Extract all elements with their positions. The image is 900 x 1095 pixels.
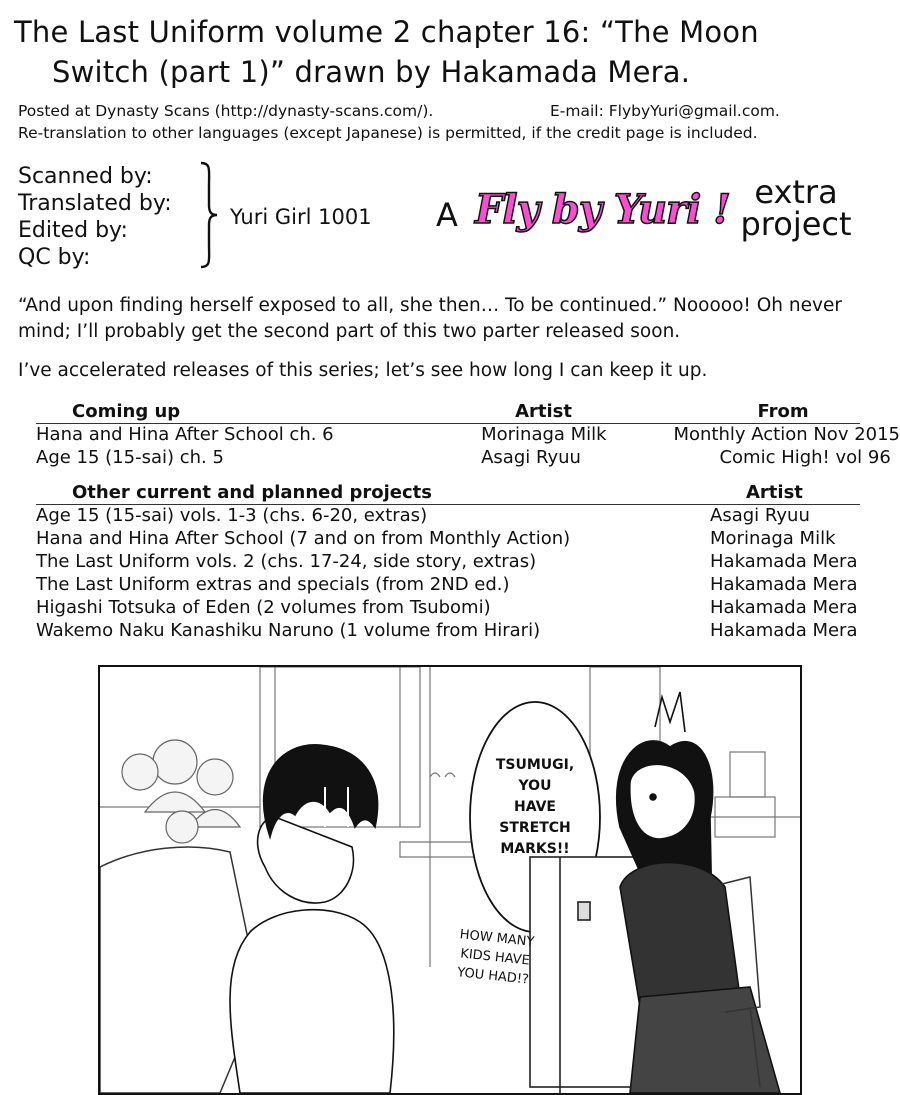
project-artist: Hakamada Mera xyxy=(710,551,858,572)
email-text: E-mail: FlybyYuri@gmail.com. xyxy=(550,102,780,120)
coming-from: Monthly Action Nov 2015 xyxy=(673,424,900,445)
posted-at-text: Posted at Dynasty Scans (http://dynasty-scans.com/). xyxy=(18,102,434,120)
project-title: The Last Uniform vols. 2 (chs. 17-24, side story, extras) xyxy=(36,551,537,572)
coming-up-header-row xyxy=(36,400,900,423)
from-header: From xyxy=(757,401,809,422)
title-line-1: The Last Uniform volume 2 chapter 16: “The Moon xyxy=(14,15,759,49)
table-row xyxy=(36,527,857,550)
projects-table xyxy=(36,481,857,642)
project-suffix-extra: extra xyxy=(754,173,838,211)
curly-brace-icon xyxy=(197,160,219,270)
project-artist: Hakamada Mera xyxy=(710,620,858,641)
projects-header-row xyxy=(36,481,857,504)
role-edited: Edited by: xyxy=(18,218,128,243)
page-title xyxy=(14,12,759,92)
coming-title: Age 15 (15-sai) ch. 5 xyxy=(36,447,224,468)
table-row xyxy=(36,504,857,527)
title-line-2: Switch (part 1)” drawn by Hakamada Mera. xyxy=(52,55,691,89)
coming-up-table xyxy=(36,400,900,469)
coming-artist: Morinaga Milk xyxy=(481,424,607,445)
shout-caption: HOW MANY KIDS HAVE YOU HAD!? xyxy=(456,927,535,988)
manga-panel xyxy=(98,665,802,1095)
project-artist: Morinaga Milk xyxy=(710,528,836,549)
artist-header: Artist xyxy=(515,401,572,422)
coming-artist: Asagi Ryuu xyxy=(481,447,581,468)
role-qc: QC by: xyxy=(18,245,91,270)
table-row xyxy=(36,550,857,573)
project-title: Hana and Hina After School (7 and on from Monthly Action) xyxy=(36,528,571,549)
coming-title: Hana and Hina After School ch. 6 xyxy=(36,424,334,445)
project-artist: Hakamada Mera xyxy=(710,597,858,618)
coming-from: Comic High! vol 96 xyxy=(719,447,891,468)
project-prefix: A xyxy=(436,196,458,234)
project-title: The Last Uniform extras and specials (from 2ND ed.) xyxy=(36,574,510,595)
table-row xyxy=(36,423,900,446)
project-artist: Asagi Ryuu xyxy=(710,505,810,526)
posting-info xyxy=(18,100,780,144)
projects-artist-header: Artist xyxy=(746,482,803,503)
note-paragraph-2: I’ve accelerated releases of this series; let’s see how long I can keep it up. xyxy=(18,360,708,381)
note-paragraph-1: “And upon finding herself exposed to all, she then… To be continued.” Nooooo! Oh never mind; I’ll probably get the second part of this two parter released soon. xyxy=(18,295,842,342)
credit-name: Yuri Girl 1001 xyxy=(230,205,372,229)
project-title: Higashi Totsuka of Eden (2 volumes from Tsubomi) xyxy=(36,597,491,618)
credit-roles xyxy=(18,163,172,271)
table-row xyxy=(36,446,900,469)
project-artist: Hakamada Mera xyxy=(710,574,858,595)
speech-bubble-text: TSUMUGI, YOU HAVE STRETCH MARKS!! xyxy=(495,757,575,857)
projects-header: Other current and planned projects xyxy=(72,482,432,503)
project-title: Age 15 (15-sai) vols. 1-3 (chs. 6-20, extras) xyxy=(36,505,428,526)
project-suffix xyxy=(726,173,866,243)
coming-up-header: Coming up xyxy=(72,401,181,422)
table-row xyxy=(36,573,857,596)
fly-by-yuri-logo: Fly by Yuri ! xyxy=(475,186,730,233)
permission-text: Re-translation to other languages (except Japanese) is permitted, if the credit page is included. xyxy=(18,124,758,142)
role-translated: Translated by: xyxy=(18,191,172,216)
table-row xyxy=(36,619,857,642)
project-suffix-project: project xyxy=(740,205,852,243)
role-scanned: Scanned by: xyxy=(18,164,153,189)
manga-illustration xyxy=(100,667,800,1093)
project-title: Wakemo Naku Kanashiku Naruno (1 volume from Hirari) xyxy=(36,620,541,641)
table-row xyxy=(36,596,857,619)
